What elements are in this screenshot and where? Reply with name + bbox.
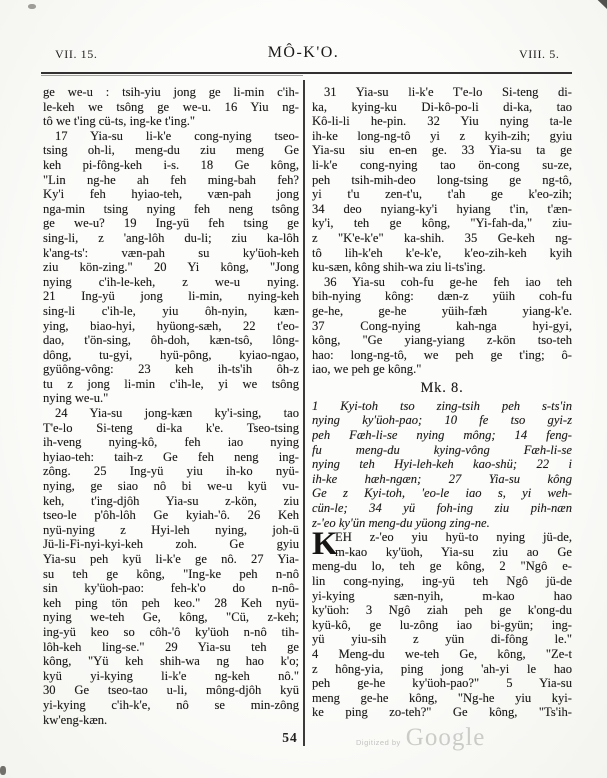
text-line: ka, kying-ku Di-kô-po-li di-ka, tao (312, 99, 572, 114)
text-line: ge we-u? 19 Ing-yü feh tsing ge (43, 216, 299, 231)
text-line: EH z-'eo yiu hyü-to nying jü-de, (335, 530, 572, 545)
text-line: tô lih-k'eh k'e-k'e, k'eo-zih-keh kyih (312, 245, 572, 260)
watermark-digitized-by-text: Digitized by (356, 737, 401, 747)
text-line: yü yiu-sih z yün di-fông le." (312, 632, 572, 647)
text-line: 30 Ge tseo-tao u-li, mông-djôh kyü (43, 683, 299, 698)
text-line: Kô-li-li he-pin. 32 Yiu nying ta-le (312, 114, 572, 129)
header-rule (41, 72, 572, 74)
scan-corner-artifact (596, 0, 607, 9)
text-line: lôh-keh ling-se." 29 Yia-su teh ge (43, 639, 299, 654)
text-line: kw'eng-kæn. (43, 712, 108, 727)
text-line: nying c'ih-le-keh, z we-u nying. (43, 274, 299, 289)
text-line: nying, ge siao nô bi we-u kyü vu- (43, 479, 299, 494)
text-line: 4 Meng-du we-teh Ge, kông, "Ze-t (312, 646, 572, 661)
text-line: sing-li, z 'ang-lôh du-li; ziu ka-lôh (43, 230, 299, 245)
text-line: nyü-nying z Hyi-leh nying, joh-ü (43, 522, 299, 537)
text-line: fu meng-du kying-vông Fæh-li-se (312, 442, 572, 457)
text-line: m-kao ky'üoh, Yia-su ziu ao Ge (335, 544, 572, 559)
text-line: ih-ke hæh-ngæn; 27 Yia-su kông (312, 471, 572, 486)
text-line: 31 Yia-su li-k'e T'e-lo Si-teng di- (324, 85, 572, 99)
text-line: dông, tu-gyi, hyü-pông, kyiao-ngao, (43, 347, 299, 362)
text-line: z "K'e-k'e" ka-shih. 35 Ge-keh ng- (312, 230, 572, 245)
text-line: z hông-yia, ping jong 'ah-yi le hao (312, 661, 572, 676)
text-line: "Lin ng-he ah feh ming-bah feh? (43, 172, 299, 187)
paragraph (43, 129, 299, 406)
text-line: nying we-u." (43, 391, 109, 406)
text-line: keh ping tön peh keo." 28 Keh nyü- (43, 595, 299, 610)
running-head-left: VII. 15. (55, 47, 98, 61)
text-line: le-keh we tsông ge we-u. 16 Yiu ng- (43, 99, 299, 114)
text-line: ih-veng nying-kô, feh iao nying (43, 435, 299, 450)
text-line: dao, t'ön-sing, ôh-doh, kæn-tsô, lông- (43, 333, 299, 348)
text-line: ku-sæn, kông shih-wa ziu li-ts'ing. (312, 260, 486, 275)
text-line: 37 Cong-nying kah-nga hyi-gyi, (312, 318, 572, 333)
text-line: kyü-kô, ge lu-zông iao bi-gyün; ing- (312, 617, 572, 632)
text-line: 17 Yia-su li-k'e cong-nying tseo- (55, 128, 299, 143)
text-line: T'e-lo Si-teng di-ka k'e. Tseo-tsing (43, 420, 299, 435)
scan-speck-artifact (28, 4, 36, 9)
text-line: kyü yi-kying li-k'e ng-keh nô." (43, 668, 299, 683)
text-line: ge we-u : tsih-yiu jong ge li-min c'ih- (43, 85, 299, 99)
text-line: 24 Yia-su jong-kæn ky'i-sing, tao (55, 406, 299, 421)
text-line: keh, t'ing-djôh Yia-su z-kön, ziu (43, 493, 299, 508)
text-line: yi-kying c'ih-k'e, nô se min-zông (43, 697, 299, 712)
text-line: kông, "Ge yiang-yiang z-kön tso-teh (312, 333, 572, 348)
text-line: k'ang-ts': væn-pah su ky'üoh-keh (43, 245, 299, 260)
running-head-right: VIII. 5. (519, 47, 560, 61)
text-line: peh Fæh-li-se nying mông; 14 feng- (312, 428, 572, 443)
text-line: keh pi-fông-keh i-s. 18 Ge kông, (43, 157, 299, 172)
text-line: zông. 25 Ing-yü yiu ih-ko nyü- (43, 464, 299, 479)
scan-speck-artifact (0, 766, 6, 775)
text-line: nying ky'üoh-pao; 10 fe tso gyi-z (312, 413, 572, 428)
text-line: sin ky'üoh-pao: feh-k'o do n-nô- (43, 581, 299, 596)
text-line: su teh ge kông, "Ing-ke peh n-nô (43, 566, 299, 581)
text-line: peh tsih-mih-deo long-tsing ge ng-tô, (312, 172, 572, 187)
text-line: 1 Kyi-toh tso zing-tsih peh s-ts'in (312, 398, 572, 413)
column-divider (303, 80, 305, 746)
text-line: 34 deo nyiang-ky'i hyiang t'in, t'æn- (312, 201, 572, 216)
paragraph (43, 406, 299, 727)
text-line: iao, we peh ge kông." (312, 362, 422, 377)
text-line: nying we-teh Ge, kông, "Cü, z-keh; (43, 610, 299, 625)
text-line: ky'üoh: 3 Ngô ziah peh ge k'ong-du (312, 603, 572, 618)
drop-cap: K (312, 526, 338, 563)
book-title: MÔ-K'O. (267, 44, 340, 61)
text-line: Ge z Kyi-toh, 'eo-le iao s, yi weh- (312, 486, 572, 501)
text-line: meng ge-he kông, "Ng-he yiu kyi- (312, 690, 572, 705)
chapter-body-lines (312, 526, 572, 720)
right-text-column (312, 85, 572, 720)
google-watermark (356, 724, 485, 752)
text-line: yi-kying sæn-nyih, m-kao hao (312, 588, 572, 603)
text-line: hyiao-teh: taih-z Ge feh neng ing- (43, 449, 299, 464)
text-line: nying teh Hyi-leh-keh kao-shü; 22 i (312, 457, 572, 472)
text-line: 36 Yia-su coh-fu ge-he feh iao teh (324, 274, 572, 289)
chapter-body (312, 526, 572, 720)
text-line: tu z jong li-min c'ih-le, yi we tsông (43, 376, 299, 391)
text-line: z-'eo ky'ün meng-du yüong zing-ne. (312, 515, 490, 530)
text-line: tseo-le p'ôh-lôh Ge kyiah-'ô. 26 Keh (43, 508, 299, 523)
google-logo-text: Google (405, 724, 486, 751)
text-line: ke ping zo-teh?" Ge kông, "Ts'ih- (312, 705, 572, 720)
text-line: gyüông-vông: 23 keh ih-ts'ih ôh-z (43, 362, 299, 377)
text-line: cün-le; 34 yü foh-ing ziu pih-næn (312, 501, 572, 516)
text-line: ziu kön-zing." 20 Yi kông, "Jong (43, 260, 299, 275)
paragraph (312, 85, 572, 275)
left-text-column (43, 85, 299, 727)
paragraph (43, 85, 299, 129)
text-line: tsing oh-li, meng-du ziu meng Ge (43, 143, 299, 158)
chapter-summary (312, 399, 572, 530)
text-line: ge-he, ge-he yüih-fæh yiang-k'e. (312, 303, 572, 318)
text-line: lin cong-nying, ing-yü teh Ngô jü-de (312, 574, 572, 588)
page-number: 54 (282, 730, 298, 745)
text-line: ih-ke long-ng-tô yi z kyih-zih; gyiu (312, 128, 572, 143)
text-line: nga-min tsing nying feh neng tsông (43, 201, 299, 216)
text-line: sing-li c'ih-le, yiu ôh-nyin, kæn- (43, 303, 299, 318)
text-line: kông, "Yü keh shih-wa ng hao k'o; (43, 654, 299, 669)
text-line: Yia-su siu en-en ge. 33 Yia-su ta ge (312, 143, 572, 158)
text-line: ky'i, teh ge kông, "Yi-fah-da," ziu- (312, 216, 572, 231)
chapter-heading: Mk. 8. (420, 379, 464, 396)
text-line: 21 Ing-yü jong li-min, nying-keh (43, 289, 299, 304)
text-line: li-k'e cong-nying tao ön-cong su-ze, (312, 157, 572, 172)
text-line: meng-du lo, teh ge kông, 2 "Ngô e- (312, 559, 572, 574)
text-line: tô we t'ing cü-ts, ing-ke t'ing." (43, 114, 196, 129)
text-line: Ky'i feh hyiao-teh, væn-pah jong (43, 187, 299, 202)
text-line: peh ge-he ky'üoh-pao?" 5 Yia-su (312, 676, 572, 691)
text-line: Jü-li-Fi-nyi-kyi-keh zoh. Ge gyiu (43, 537, 299, 552)
text-line: bih-nying kông: dæn-z yüih coh-fu (312, 289, 572, 304)
text-line: hao: long-ng-tô, we peh ge t'ing; ô- (312, 347, 572, 362)
text-line: yi t'u zen-t'u, t'ah ge k'eo-zih; (312, 187, 572, 202)
paragraph (312, 275, 572, 377)
text-line: ying, biao-hyi, hyüong-sæh, 22 t'eo- (43, 318, 299, 333)
right-column-verses (312, 85, 572, 377)
text-line: Yia-su peh kyü li-k'e ge nô. 27 Yia- (43, 552, 299, 566)
header-rule-echo (41, 75, 303, 76)
text-line: ing-yü keo so côh-'ô ky'üoh n-nô tih- (43, 624, 299, 639)
